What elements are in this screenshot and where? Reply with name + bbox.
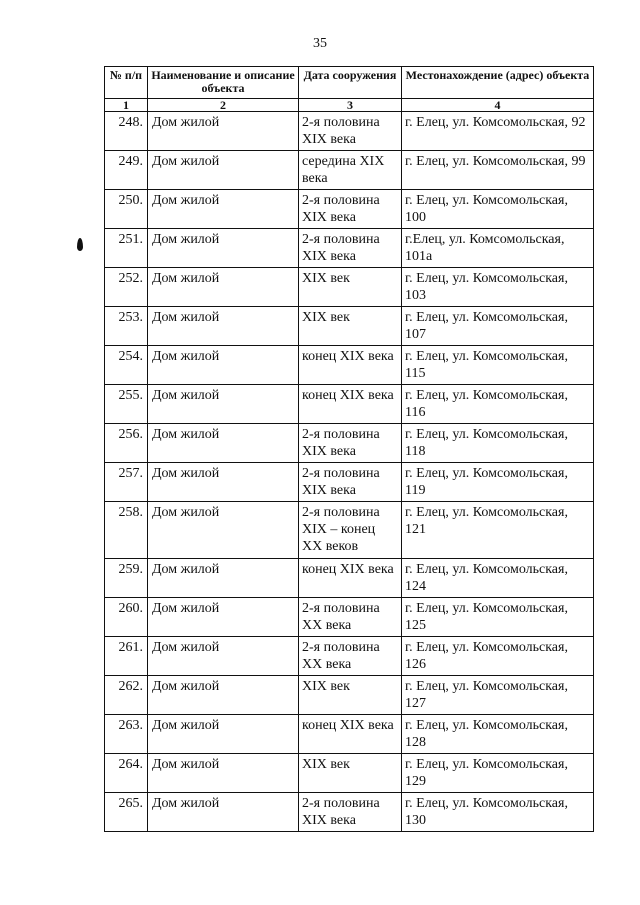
object-name: Дом жилой [148,151,299,190]
row-number: 249. [105,151,148,190]
table-row [105,307,594,346]
row-number: 252. [105,268,148,307]
object-name: Дом жилой [148,676,299,715]
row-number: 262. [105,676,148,715]
object-address: г. Елец, ул. Комсомольская, 100 [402,190,594,229]
object-address: г. Елец, ул. Комсомольская, 116 [402,385,594,424]
row-number: 254. [105,346,148,385]
table-row [105,754,594,793]
row-number: 258. [105,502,148,559]
construction-date: конец XIX века [299,559,402,598]
object-name: Дом жилой [148,754,299,793]
construction-date: 2-я половина XX века [299,598,402,637]
row-number: 264. [105,754,148,793]
object-address: г. Елец, ул. Комсомольская, 115 [402,346,594,385]
object-address: г. Елец, ул. Комсомольская, 118 [402,424,594,463]
row-number: 260. [105,598,148,637]
row-number: 261. [105,637,148,676]
row-number: 255. [105,385,148,424]
ink-mark [77,238,83,251]
column-numbers-row [105,99,594,112]
object-name: Дом жилой [148,424,299,463]
construction-date: 2-я половина XX века [299,637,402,676]
header-row [105,67,594,99]
object-name: Дом жилой [148,346,299,385]
row-number: 257. [105,463,148,502]
construction-date: XIX век [299,268,402,307]
table-row [105,151,594,190]
table-row [105,112,594,151]
row-number: 256. [105,424,148,463]
object-address: г. Елец, ул. Комсомольская, 125 [402,598,594,637]
header-date: Дата сооружения [299,67,402,99]
construction-date: конец XIX века [299,385,402,424]
object-name: Дом жилой [148,307,299,346]
column-number: 2 [148,99,299,112]
object-name: Дом жилой [148,559,299,598]
construction-date: 2-я половина XIX века [299,229,402,268]
object-address: г. Елец, ул. Комсомольская, 128 [402,715,594,754]
object-address: г. Елец, ул. Комсомольская, 119 [402,463,594,502]
table-row [105,715,594,754]
object-name: Дом жилой [148,637,299,676]
object-name: Дом жилой [148,229,299,268]
monuments-table [104,66,594,832]
header-number: № п/п [105,67,148,99]
table-row [105,190,594,229]
object-address: г. Елец, ул. Комсомольская, 99 [402,151,594,190]
object-address: г. Елец, ул. Комсомольская, 130 [402,793,594,832]
object-name: Дом жилой [148,502,299,559]
row-number: 265. [105,793,148,832]
construction-date: 2-я половина XIX века [299,112,402,151]
object-address: г. Елец, ул. Комсомольская, 121 [402,502,594,559]
table-row [105,598,594,637]
table-row [105,424,594,463]
object-name: Дом жилой [148,268,299,307]
table-row [105,268,594,307]
construction-date: XIX век [299,307,402,346]
column-number: 4 [402,99,594,112]
object-address: г. Елец, ул. Комсомольская, 124 [402,559,594,598]
page-number: 35 [313,36,327,51]
object-name: Дом жилой [148,385,299,424]
object-name: Дом жилой [148,112,299,151]
table-row [105,229,594,268]
row-number: 250. [105,190,148,229]
table-row [105,502,594,559]
header-name: Наименование и описание объекта [148,67,299,99]
table-row [105,793,594,832]
construction-date: 2-я половина XIX века [299,463,402,502]
construction-date: конец XIX века [299,346,402,385]
object-address: г. Елец, ул. Комсомольская, 129 [402,754,594,793]
construction-date: 2-я половина XIX века [299,190,402,229]
row-number: 248. [105,112,148,151]
object-address: г. Елец, ул. Комсомольская, 107 [402,307,594,346]
object-name: Дом жилой [148,598,299,637]
object-name: Дом жилой [148,715,299,754]
object-name: Дом жилой [148,190,299,229]
construction-date: 2-я половина XIX века [299,793,402,832]
object-address: г. Елец, ул. Комсомольская, 126 [402,637,594,676]
object-name: Дом жилой [148,793,299,832]
row-number: 263. [105,715,148,754]
construction-date: конец XIX века [299,715,402,754]
object-address: г. Елец, ул. Комсомольская, 92 [402,112,594,151]
column-number: 3 [299,99,402,112]
row-number: 253. [105,307,148,346]
construction-date: 2-я половина XIX века [299,424,402,463]
table-row [105,385,594,424]
object-address: г.Елец, ул. Комсомольская, 101а [402,229,594,268]
object-address: г. Елец, ул. Комсомольская, 103 [402,268,594,307]
table-row [105,346,594,385]
table-row [105,559,594,598]
table-row [105,637,594,676]
construction-date: 2-я половина XIX – конец XX веков [299,502,402,559]
header-address: Местонахождение (адрес) объекта [402,67,594,99]
table-body [105,112,594,832]
construction-date: XIX век [299,754,402,793]
row-number: 251. [105,229,148,268]
construction-date: XIX век [299,676,402,715]
object-name: Дом жилой [148,463,299,502]
column-number: 1 [105,99,148,112]
row-number: 259. [105,559,148,598]
table-row [105,463,594,502]
construction-date: середина XIX века [299,151,402,190]
object-address: г. Елец, ул. Комсомольская, 127 [402,676,594,715]
table-row [105,676,594,715]
